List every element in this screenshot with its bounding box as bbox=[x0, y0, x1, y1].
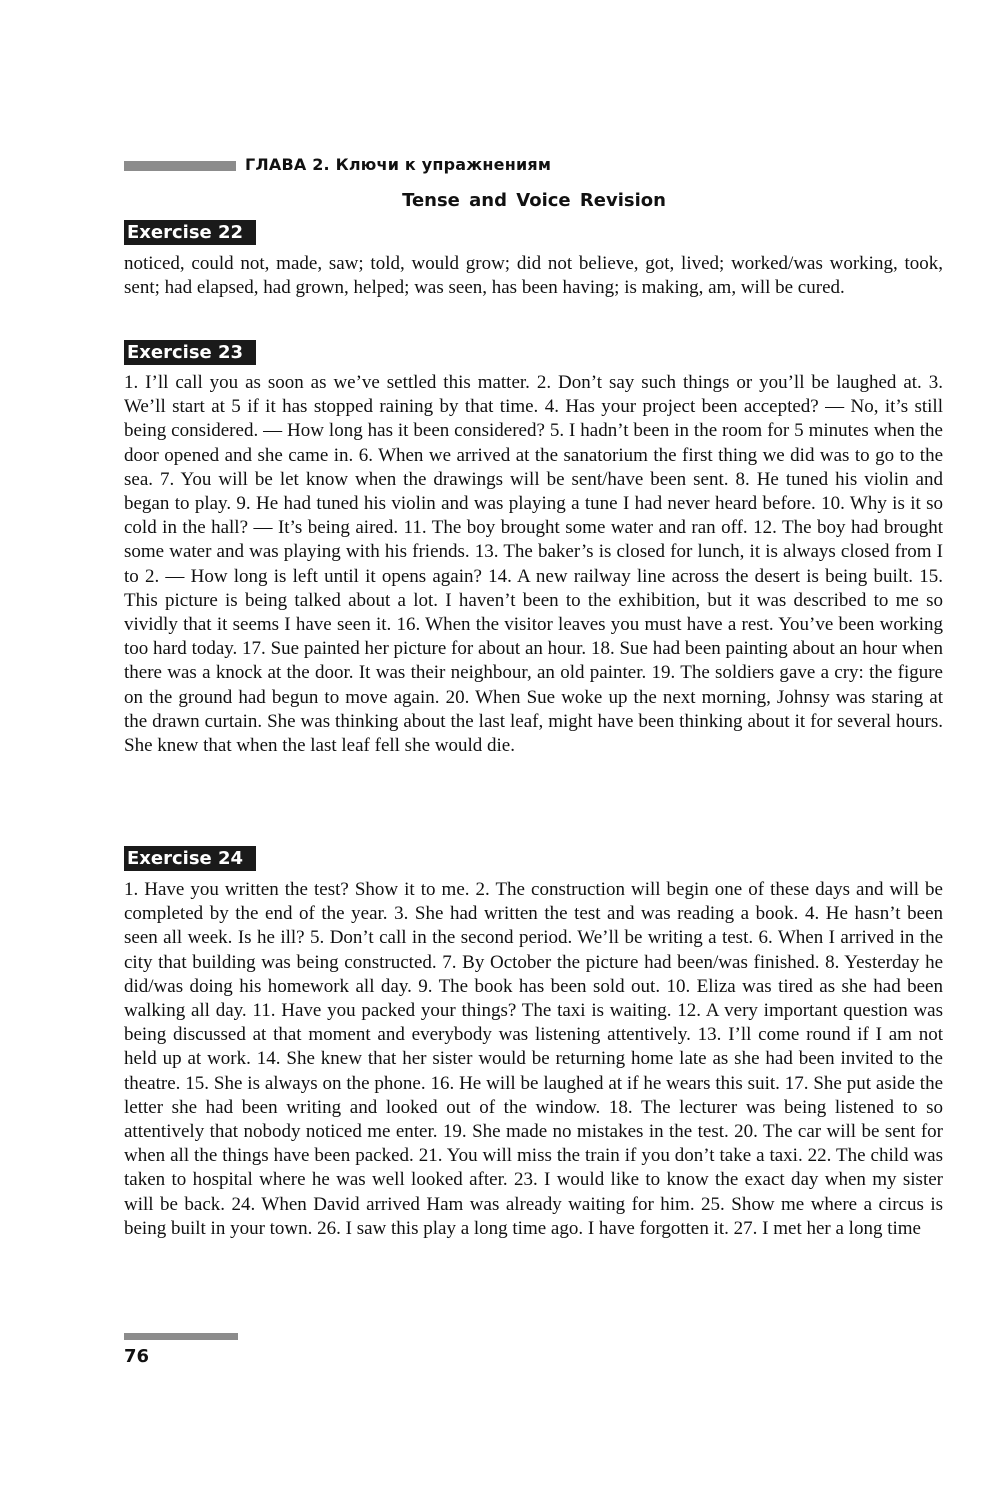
header-decor-bar bbox=[124, 161, 236, 171]
section-title: Tense and Voice Revision bbox=[402, 190, 666, 211]
chapter-title: ГЛАВА 2. Ключи к упражнениям bbox=[245, 155, 552, 174]
footer-decor-bar bbox=[124, 1333, 238, 1340]
page-number: 76 bbox=[124, 1346, 150, 1367]
exercise-22-label: Exercise 22 bbox=[124, 220, 256, 245]
exercise-23-label: Exercise 23 bbox=[124, 340, 256, 365]
exercise-24-label: Exercise 24 bbox=[124, 846, 256, 871]
exercise-22-text: noticed, could not, made, saw; told, would grow; did not believe, got, lived; worked/was working, took, sent; had elapsed, had grown, helped; was seen, has been having; is making, am, will be cured. bbox=[124, 253, 943, 299]
exercise-23-text: 1. I’ll call you as soon as we’ve settled this matter. 2. Don’t say such things or you’ll be laughed at. 3. We’ll start at 5 if it has stopped raining by that time. 4. Has your project been accepted? — No, it’s still being considered. — How long has it been considered? 5. I hadn’t been in the room for 5 minutes when the door opened and she came in. 6. When we arrived at the sanatorium the first thing we did was to go to the sea. 7. You will be let know when the drawings will be sent/have been sent. 8. He tuned his violin and began to play. 9. He had tuned his violin and was playing a tune I had never heard before. 10. Why is it so cold in the hall? — It’s being aired. 11. The boy brought some water and ran off. 12. The boy had brought some water and was playing with his friends. 13. The baker’s is closed for lunch, it is always closed from I to 2. — How long is left until it opens again? 14. A new railway line across the desert is being built. 15. This picture is being talked about a lot. I haven’t been to the exhibition, but it was described to me so vividly that it seems I have seen it. 16. When the visitor leaves you must have a rest. You’ve been working too hard today. 17. Sue painted her picture for about an hour. 18. Sue had been painting about an hour when there was a knock at the door. It was their neighbour, an old painter. 19. The soldiers gave a cry: the figure on the ground had begun to move again. 20. When Sue woke up the next morning, Johnsy was staring at the drawn curtain. She was thinking about the last leaf, might have been thinking about it for several hours. She knew that when the last leaf fell she would die. bbox=[124, 372, 943, 757]
exercise-24-text: 1. Have you written the test? Show it to me. 2. The construction will begin one of these days and will be completed by the end of the year. 3. She had written the test and was reading a book. 4. He hasn’t been seen all week. Is he ill? 5. Don’t call in the second period. We’ll be writing a test. 6. When I arrived in the city that building was being constructed. 7. By October the picture had been/was finished. 8. Yesterday he did/was doing his homework all day. 9. The book has been sold out. 10. Eliza was tired as she had been walking all day. 11. Have you packed your things? The taxi is waiting. 12. A very important question was being discussed at that moment and everybody was listening attentively. 13. I’ll come round if I am not held up at work. 14. She knew that her sister would be returning home late as she had been invited to the theatre. 15. She is always on the phone. 16. He will be laughed at if he wears this suit. 17. She put aside the letter she had been writing and looked out of the window. 18. The lecturer was being listened to so attentively that nobody noticed me enter. 19. She made no mistakes in the test. 20. The car will be sent for when all the things have been packed. 21. You will miss the train if you don’t take a taxi. 22. The child was taken to hospital where he was well looked after. 23. I would like to know the exact day when my sister will be back. 24. When David arrived Ham was already waiting for him. 25. Show me where a circus is being built in your town. 26. I saw this play a long time ago. I have forgotten it. 27. I met her a long time bbox=[124, 879, 943, 1239]
